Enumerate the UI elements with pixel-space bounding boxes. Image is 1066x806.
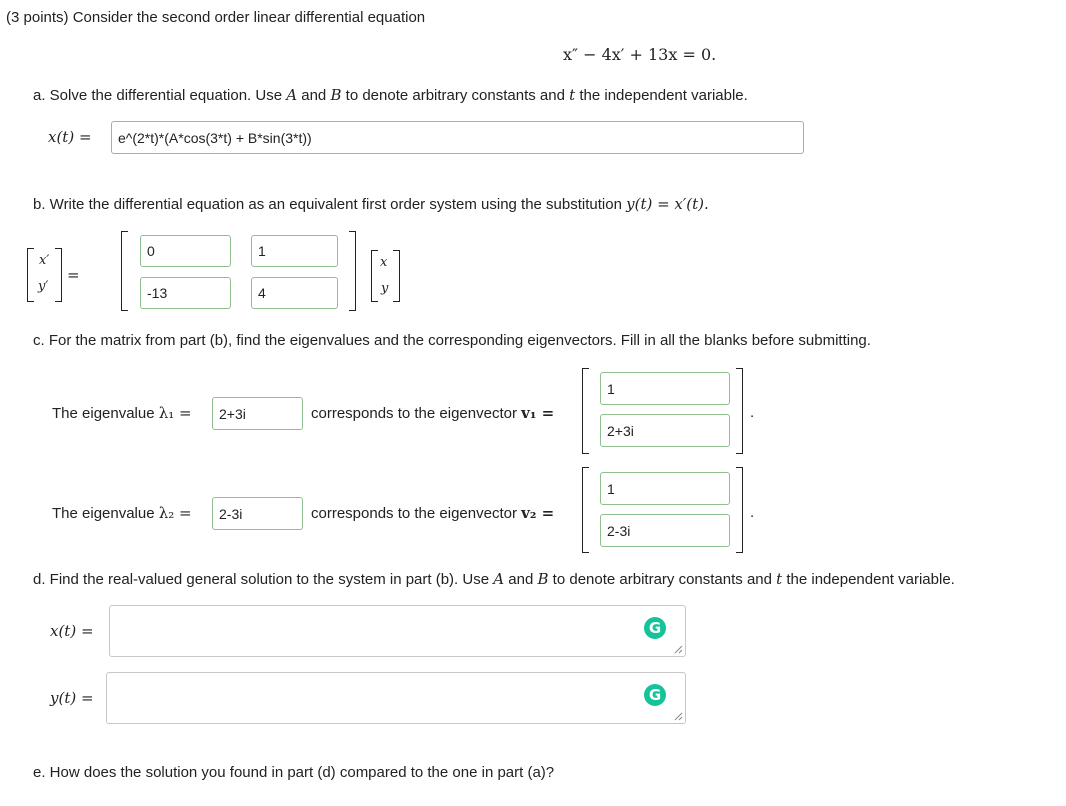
eigenvector-2-period: . (750, 504, 755, 521)
part-a-answer-input[interactable]: e^(2*t)*(A*cos(3*t) + B*sin(3*t)) (111, 121, 804, 154)
main-equation: x″ − 4x′ + 13x = 0. (563, 45, 717, 64)
eigenvalue-2-label: The eigenvalue λ₂ = (52, 504, 192, 522)
part-c-prompt: c. For the matrix from part (b), find the eigenvalues and the corresponding eigenvectors. Fill in all the blanks before submitting. (33, 332, 871, 349)
part-d-y-lhs: y(t) = (50, 689, 94, 707)
matrix-a22-input[interactable]: 4 (251, 277, 338, 309)
eigenvector-2-bottom-input[interactable]: 2-3i (600, 514, 730, 547)
vector-right-y: y (381, 281, 389, 296)
grammarly-icon[interactable]: G (644, 684, 666, 706)
eigenvector-2-bracket-l (582, 467, 589, 553)
matrix-bracket-r (349, 231, 356, 311)
grammarly-icon[interactable]: G (644, 617, 666, 639)
matrix-a21-input[interactable]: -13 (140, 277, 231, 309)
vector-left-y: y′ (38, 279, 49, 294)
resize-handle-icon[interactable] (673, 644, 683, 654)
part-a-prompt: a. Solve the differential equation. Use A and B to denote arbitrary constants and t the independent variable. (33, 86, 748, 104)
eigenvector-1-bracket-r (736, 368, 743, 454)
part-d-prompt: d. Find the real-valued general solution to the system in part (b). Use A and B to denote arbitrary constants and t the independent variable. (33, 570, 955, 588)
eigenvalue-1-input[interactable]: 2+3i (212, 397, 303, 430)
resize-handle-icon[interactable] (673, 711, 683, 721)
part-d-y-textarea[interactable] (106, 672, 686, 724)
eigenvalue-2-input[interactable]: 2-3i (212, 497, 303, 530)
part-b-prompt: b. Write the differential equation as an equivalent first order system using the substitution y(t) = x′(t). (33, 195, 709, 213)
matrix-a11-input[interactable]: 0 (140, 235, 231, 267)
matrix-a12-input[interactable]: 1 (251, 235, 338, 267)
matrix-bracket-l (121, 231, 128, 311)
eigenvector-1-period: . (750, 404, 755, 421)
vector-right-x: x (380, 255, 388, 270)
part-d-x-lhs: x(t) = (50, 622, 94, 640)
vector-left-bracket-l (27, 248, 34, 302)
vector-left-bracket-r (55, 248, 62, 302)
matrix-equals: = (67, 266, 80, 284)
eigenvector-2-bracket-r (736, 467, 743, 553)
eigenvector-1-label: corresponds to the eigenvector v₁ = (311, 404, 555, 422)
vector-right-bracket-l (371, 250, 378, 302)
vector-left-x: x′ (39, 253, 50, 268)
eigenvalue-1-label: The eigenvalue λ₁ = (52, 404, 192, 422)
part-e-prompt: e. How does the solution you found in part (d) compared to the one in part (a)? (33, 764, 555, 781)
part-a-lhs: x(t) = (48, 128, 92, 146)
eigenvector-1-bottom-input[interactable]: 2+3i (600, 414, 730, 447)
eigenvector-1-bracket-l (582, 368, 589, 454)
eigenvector-1-top-input[interactable]: 1 (600, 372, 730, 405)
eigenvector-2-label: corresponds to the eigenvector v₂ = (311, 504, 555, 522)
part-d-x-textarea[interactable] (109, 605, 686, 657)
question-intro: (3 points) Consider the second order linear differential equation (6, 9, 426, 26)
eigenvector-2-top-input[interactable]: 1 (600, 472, 730, 505)
vector-right-bracket-r (393, 250, 400, 302)
